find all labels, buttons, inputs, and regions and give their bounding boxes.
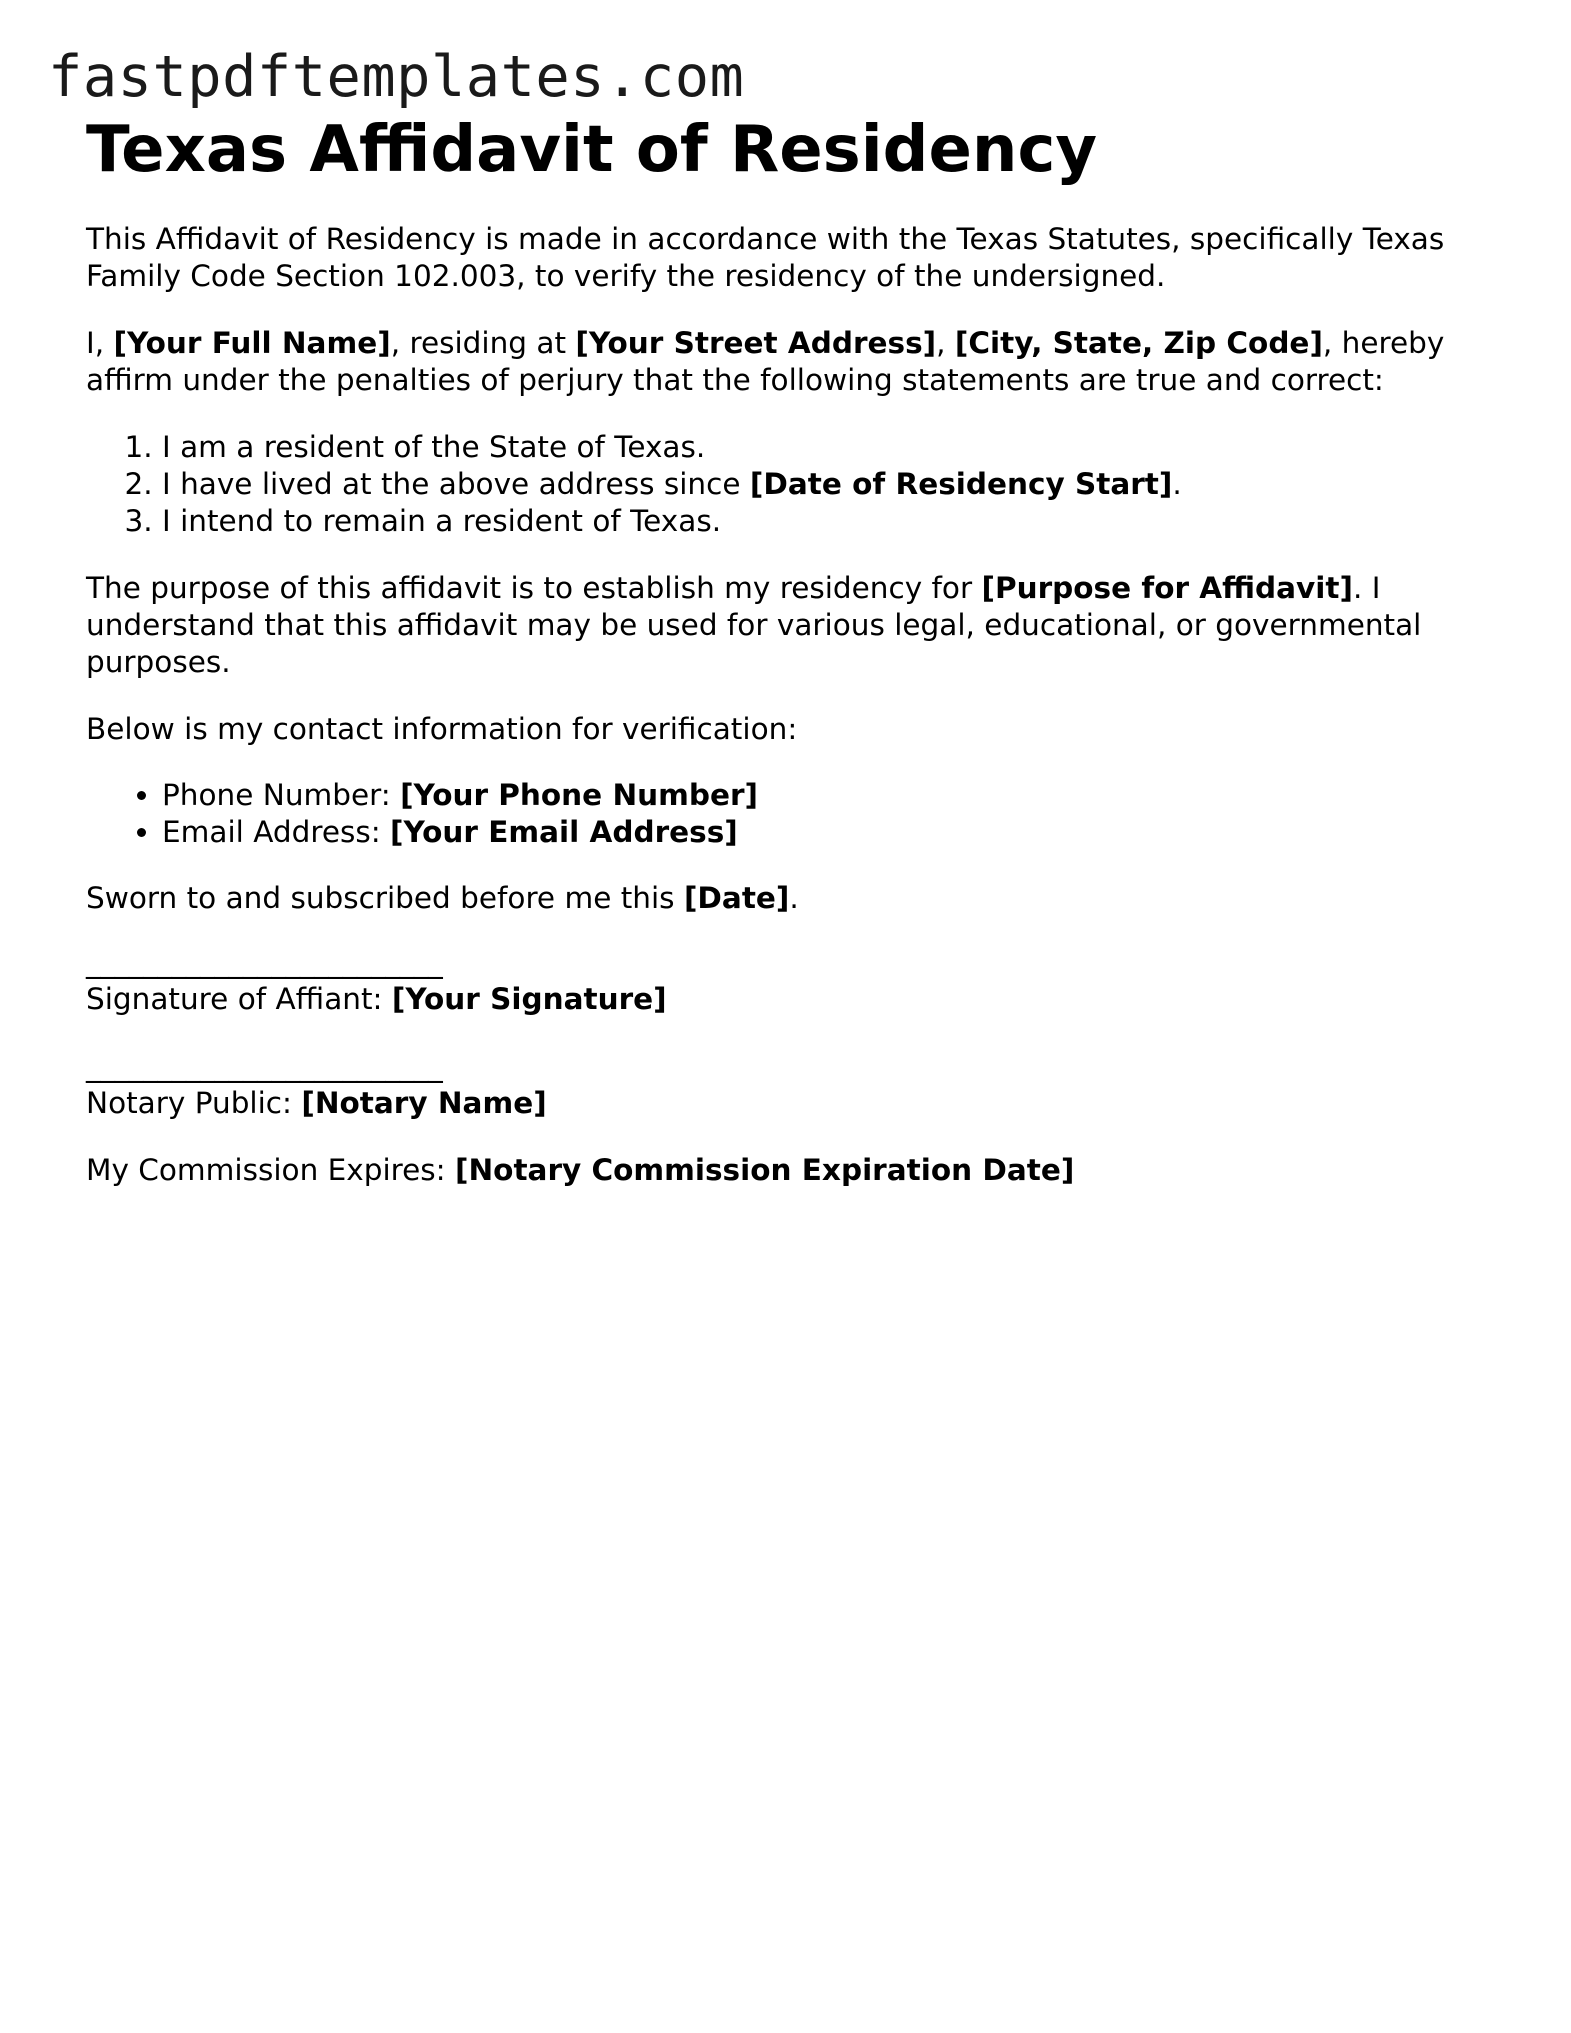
phone-label: Phone Number: xyxy=(162,778,401,812)
intro-text: This Affidavit of Residency is made in accordance with the Texas Statutes, specifically Texas Family Code Section 102.003, to verify the residency of the undersigned. xyxy=(86,222,1445,293)
purpose-prefix: The purpose of this affidavit is to establish my residency for xyxy=(86,571,982,605)
affiant-signature-field: [Your Signature] xyxy=(391,982,667,1016)
notary-name-field: [Notary Name] xyxy=(301,1086,547,1120)
statement-item xyxy=(162,429,1486,466)
sworn-date-field: [Date] xyxy=(683,881,790,915)
document-body xyxy=(86,108,1486,1189)
commission-label: My Commission Expires: xyxy=(86,1153,455,1187)
commission-expiry xyxy=(86,1152,1486,1189)
statement-2-prefix: I have lived at the above address since xyxy=(162,467,750,501)
notary-caption xyxy=(86,1085,1486,1122)
phone-number-field: [Your Phone Number] xyxy=(400,778,759,812)
commission-expiration-field: [Notary Commission Expiration Date] xyxy=(455,1153,1075,1187)
sworn-prefix: Sworn to and subscribed before me this xyxy=(86,881,684,915)
city-state-zip-field: [City, State, Zip Code] xyxy=(954,326,1323,360)
residency-start-date-field: [Date of Residency Start] xyxy=(749,467,1173,501)
contact-item-email xyxy=(162,814,1486,851)
affirm-sep: , xyxy=(936,326,955,360)
contact-list xyxy=(86,777,1486,851)
page-title: Texas Affidavit of Residency xyxy=(86,113,1098,187)
affiant-signature-caption xyxy=(86,981,1486,1018)
affiant-signature-line: _________________________ xyxy=(86,945,443,979)
sworn-statement xyxy=(86,880,1486,917)
notary-label: Notary Public: xyxy=(86,1086,302,1120)
notary-signature-line: _________________________ xyxy=(86,1049,443,1083)
statement-3-text: I intend to remain a resident of Texas. xyxy=(162,504,722,538)
watermark-text: fastpdftemplates.com xyxy=(48,44,745,110)
sworn-suffix: . xyxy=(789,881,799,915)
statement-item xyxy=(162,503,1486,540)
statement-1-text: I am a resident of the State of Texas. xyxy=(162,430,706,464)
intro-paragraph xyxy=(86,221,1486,295)
affiant-signature-block xyxy=(86,944,1486,1018)
statement-item xyxy=(162,466,1486,503)
contact-intro: Below is my contact information for verification: xyxy=(86,712,798,746)
affirm-mid: , residing at xyxy=(390,326,576,360)
purpose-field: [Purpose for Affidavit] xyxy=(981,571,1353,605)
notary-signature-block xyxy=(86,1048,1486,1122)
affirm-suffix: , hereby affirm under the penalties of perjury that the following statements are true and correct: xyxy=(86,326,1445,397)
contact-item-phone xyxy=(162,777,1486,814)
affiant-signature-label: Signature of Affiant: xyxy=(86,982,392,1016)
purpose-suffix: . I understand that this affidavit may be used for various legal, educational, or governmental purposes. xyxy=(86,571,1422,679)
affirm-prefix: I, xyxy=(86,326,114,360)
affirmation-paragraph xyxy=(86,325,1486,399)
purpose-paragraph xyxy=(86,570,1486,681)
full-name-field: [Your Full Name] xyxy=(113,326,391,360)
street-address-field: [Your Street Address] xyxy=(575,326,937,360)
email-address-field: [Your Email Address] xyxy=(390,815,738,849)
statements-list xyxy=(86,429,1486,540)
statement-2-suffix: . xyxy=(1172,467,1182,501)
email-label: Email Address: xyxy=(162,815,391,849)
